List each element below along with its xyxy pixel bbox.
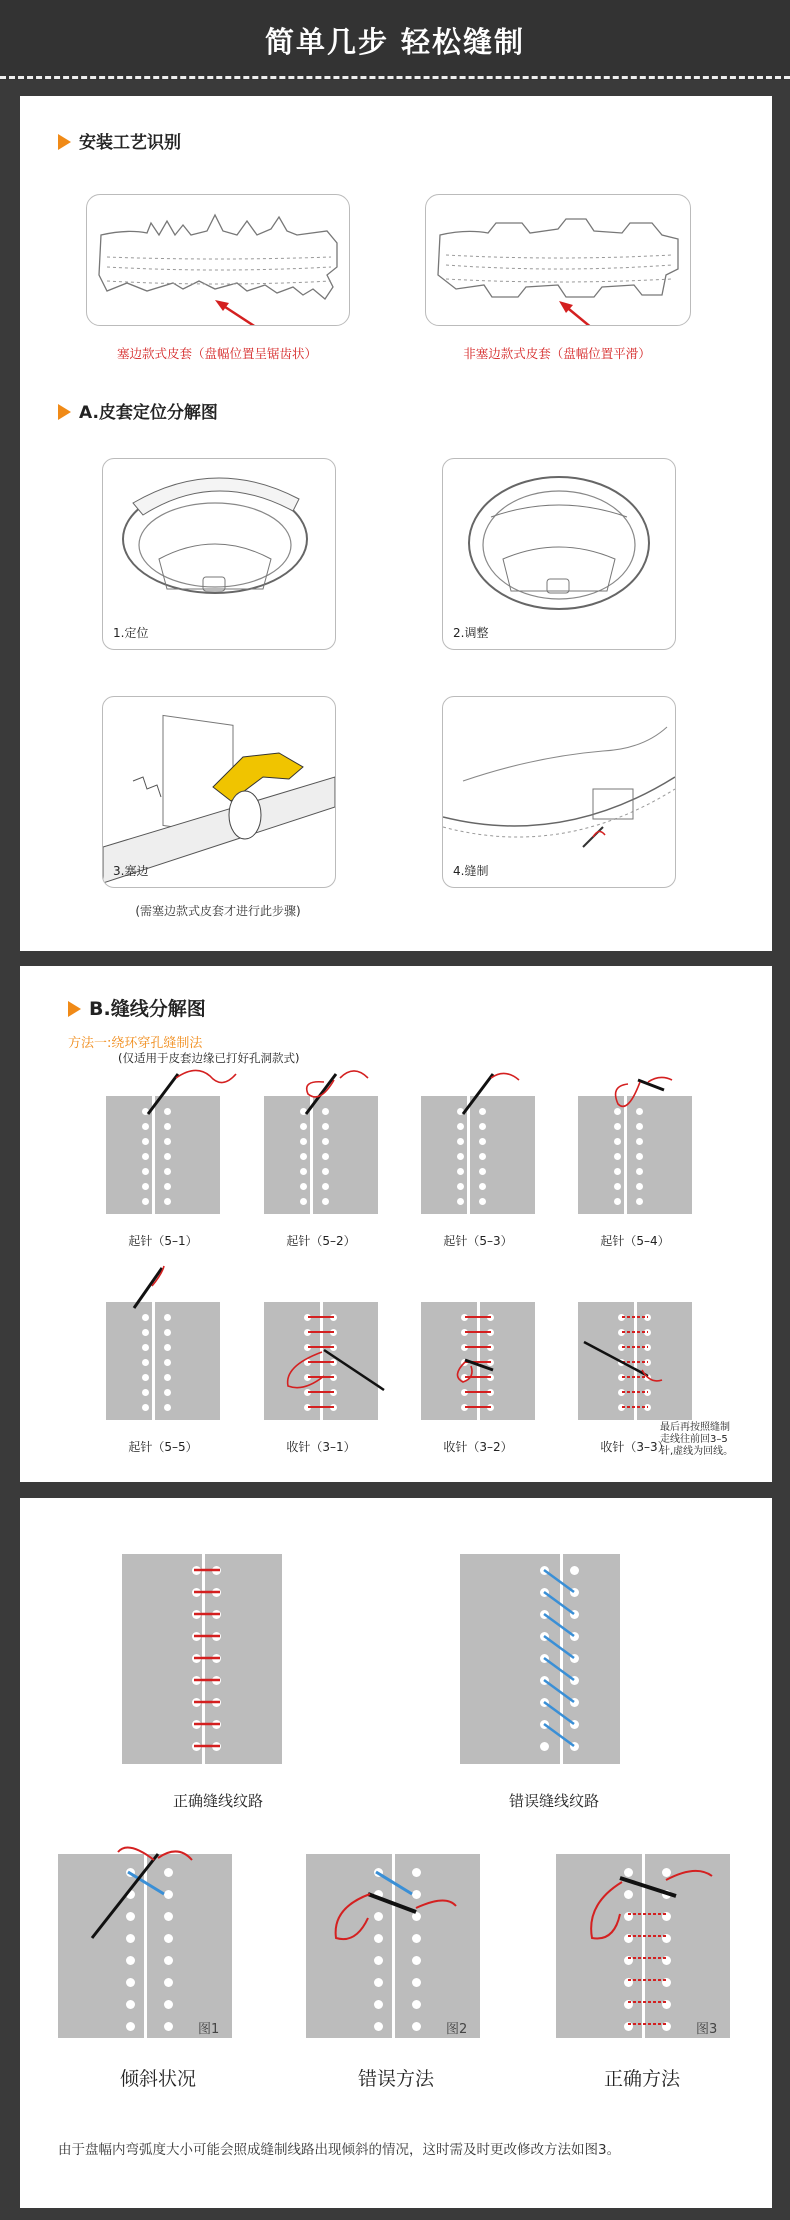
stitch-hole xyxy=(322,1168,329,1175)
stitch-hole xyxy=(457,1198,464,1205)
stitch-hole xyxy=(164,1153,171,1160)
stitch-hole xyxy=(636,1138,643,1145)
stitch-hole xyxy=(142,1183,149,1190)
stitch-hole xyxy=(164,1168,171,1175)
wrong-stitch-pattern xyxy=(460,1554,620,1764)
caption-prefix: 塞边款式皮套（盘幅位置呈 xyxy=(116,346,267,361)
stitch-hole xyxy=(322,1153,329,1160)
tuck-tool-illustration xyxy=(103,697,335,887)
orange-triangle-icon xyxy=(58,134,71,150)
stitch-hole xyxy=(479,1153,486,1160)
stitch-hole xyxy=(322,1198,329,1205)
side-note-line: 针,虚线为回线。 xyxy=(660,1446,734,1457)
correct-pattern-label: 正确缝线纹路 xyxy=(172,1792,263,1810)
sewing-illustration xyxy=(443,697,675,887)
stitch-hole xyxy=(300,1198,307,1205)
caption-suffix: ） xyxy=(638,346,651,361)
stitch-hole xyxy=(614,1153,621,1160)
section-title-identify xyxy=(58,128,181,153)
footer-note: 由于盘幅内弯弧度大小可能会照成缝制线路出现倾斜的情况，这时需及时更改修改方法如图3。 xyxy=(58,2142,621,2158)
steering-wheel-illustration xyxy=(103,459,335,649)
stitch-hole xyxy=(614,1168,621,1175)
step-caption: 起针（5–2） xyxy=(286,1234,356,1248)
stitch-hole xyxy=(142,1198,149,1205)
stitch-hole xyxy=(614,1183,621,1190)
stitch-hole xyxy=(300,1153,307,1160)
stitch-hole xyxy=(164,1198,171,1205)
stitch-hole xyxy=(614,1138,621,1145)
section-title-text: 安装工艺识别 xyxy=(79,133,181,153)
side-note-line: 最后再按照缝制 xyxy=(660,1422,730,1433)
needle-thread-icon xyxy=(126,1074,246,1134)
section-title-positioning xyxy=(58,398,218,423)
stitch-hole xyxy=(479,1138,486,1145)
stitch-hole xyxy=(142,1138,149,1145)
stitch-hole xyxy=(300,1138,307,1145)
step-label-3: 3.塞边 xyxy=(113,864,149,878)
stitch-hole xyxy=(479,1198,486,1205)
dashed-divider xyxy=(0,76,790,79)
serrated-cover-diagram xyxy=(86,194,350,326)
step-label-4: 4.缝制 xyxy=(453,864,489,878)
caption-prefix: 非塞边款式皮套（盘幅位置 xyxy=(463,346,614,361)
stitch-hole xyxy=(636,1168,643,1175)
step-caption: 收针（3–1） xyxy=(286,1440,356,1454)
stitch-hole xyxy=(322,1138,329,1145)
figure-number: 图3 xyxy=(696,2022,718,2037)
panel-patterns xyxy=(20,1498,772,2208)
step-card-adjust xyxy=(442,458,676,650)
step-caption: 收针（3–3） xyxy=(600,1440,670,1454)
steering-wheel-illustration xyxy=(443,459,675,649)
section-title-stitching xyxy=(68,994,206,1021)
step-caption: 起针（5–5） xyxy=(128,1440,198,1454)
smooth-cover-drawing xyxy=(426,195,690,325)
step-caption: 收针（3–2） xyxy=(443,1440,513,1454)
finish-side-note xyxy=(660,1422,733,1458)
needle-thread-icon xyxy=(306,1854,480,2038)
needle-thread-icon xyxy=(441,1074,561,1134)
stitch-hole xyxy=(457,1168,464,1175)
fig-label-correct-method: 正确方法 xyxy=(603,2068,680,2090)
stitch-hole xyxy=(636,1153,643,1160)
stitch-hole xyxy=(164,1183,171,1190)
smooth-cover-diagram xyxy=(425,194,691,326)
stitch-hole xyxy=(300,1168,307,1175)
tuck-note: (需塞边款式皮套才进行此步骤) xyxy=(135,904,301,918)
step-caption: 起针（5–3） xyxy=(443,1234,513,1248)
needle-thread-icon xyxy=(598,1074,718,1134)
needle-thread-icon xyxy=(58,1854,232,2038)
fig-label-slant: 倾斜状况 xyxy=(119,2068,196,2090)
stitch-hole xyxy=(322,1183,329,1190)
figure-number: 图1 xyxy=(198,2022,220,2037)
step-card-sew xyxy=(442,696,676,888)
serrated-cover-drawing xyxy=(87,195,349,325)
orange-triangle-icon xyxy=(58,404,71,420)
needle-thread-icon xyxy=(264,1266,404,1426)
method-title: 方法一:绕环穿孔缝制法 xyxy=(68,1036,203,1051)
stitch-hole xyxy=(300,1183,307,1190)
stitch-hole xyxy=(636,1198,643,1205)
stitch-hole xyxy=(457,1183,464,1190)
page-title: 简单几步 轻松缝制 xyxy=(264,25,526,59)
step-label-1: 1.定位 xyxy=(113,626,149,640)
stitch-hole xyxy=(457,1153,464,1160)
panel-installation xyxy=(20,96,772,951)
correct-stitch-pattern xyxy=(122,1554,282,1764)
stitch-hole xyxy=(457,1138,464,1145)
needle-thread-icon xyxy=(578,1266,718,1426)
step-caption: 起针（5–4） xyxy=(600,1234,670,1248)
needle-thread-icon xyxy=(421,1266,561,1426)
figure-number: 图2 xyxy=(446,2022,468,2037)
step-card-tuck xyxy=(102,696,336,888)
section-title-text: B.缝线分解图 xyxy=(89,998,206,1020)
step-card-positioning xyxy=(102,458,336,650)
needle-thread-icon xyxy=(106,1266,246,1426)
panel-stitching xyxy=(20,966,772,1482)
stitch-hole xyxy=(636,1183,643,1190)
smooth-caption xyxy=(425,344,689,362)
caption-highlight: 锯齿状 xyxy=(266,346,305,361)
stitch-hole xyxy=(479,1168,486,1175)
stitch-hole xyxy=(164,1138,171,1145)
stitch-hole xyxy=(614,1198,621,1205)
side-note-line: 走线往前回3–5 xyxy=(660,1434,728,1445)
fig-label-wrong-method: 错误方法 xyxy=(357,2068,434,2090)
stitch-hole xyxy=(479,1183,486,1190)
step-label-2: 2.调整 xyxy=(453,626,489,640)
needle-thread-icon xyxy=(284,1074,404,1134)
step-caption: 起针（5–1） xyxy=(128,1234,198,1248)
wrong-pattern-label: 错误缝线纹路 xyxy=(508,1792,599,1810)
orange-triangle-icon xyxy=(68,1001,81,1017)
serrated-caption xyxy=(86,344,348,362)
needle-thread-icon xyxy=(556,1854,730,2038)
section-title-text: A.皮套定位分解图 xyxy=(79,403,218,423)
method-note: (仅适用于皮套边缘已打好孔洞款式) xyxy=(118,1051,300,1065)
page-header xyxy=(0,0,790,80)
caption-highlight: 平滑 xyxy=(613,346,639,361)
stitch-hole xyxy=(142,1168,149,1175)
stitch-hole xyxy=(142,1153,149,1160)
caption-suffix: ） xyxy=(304,346,318,361)
